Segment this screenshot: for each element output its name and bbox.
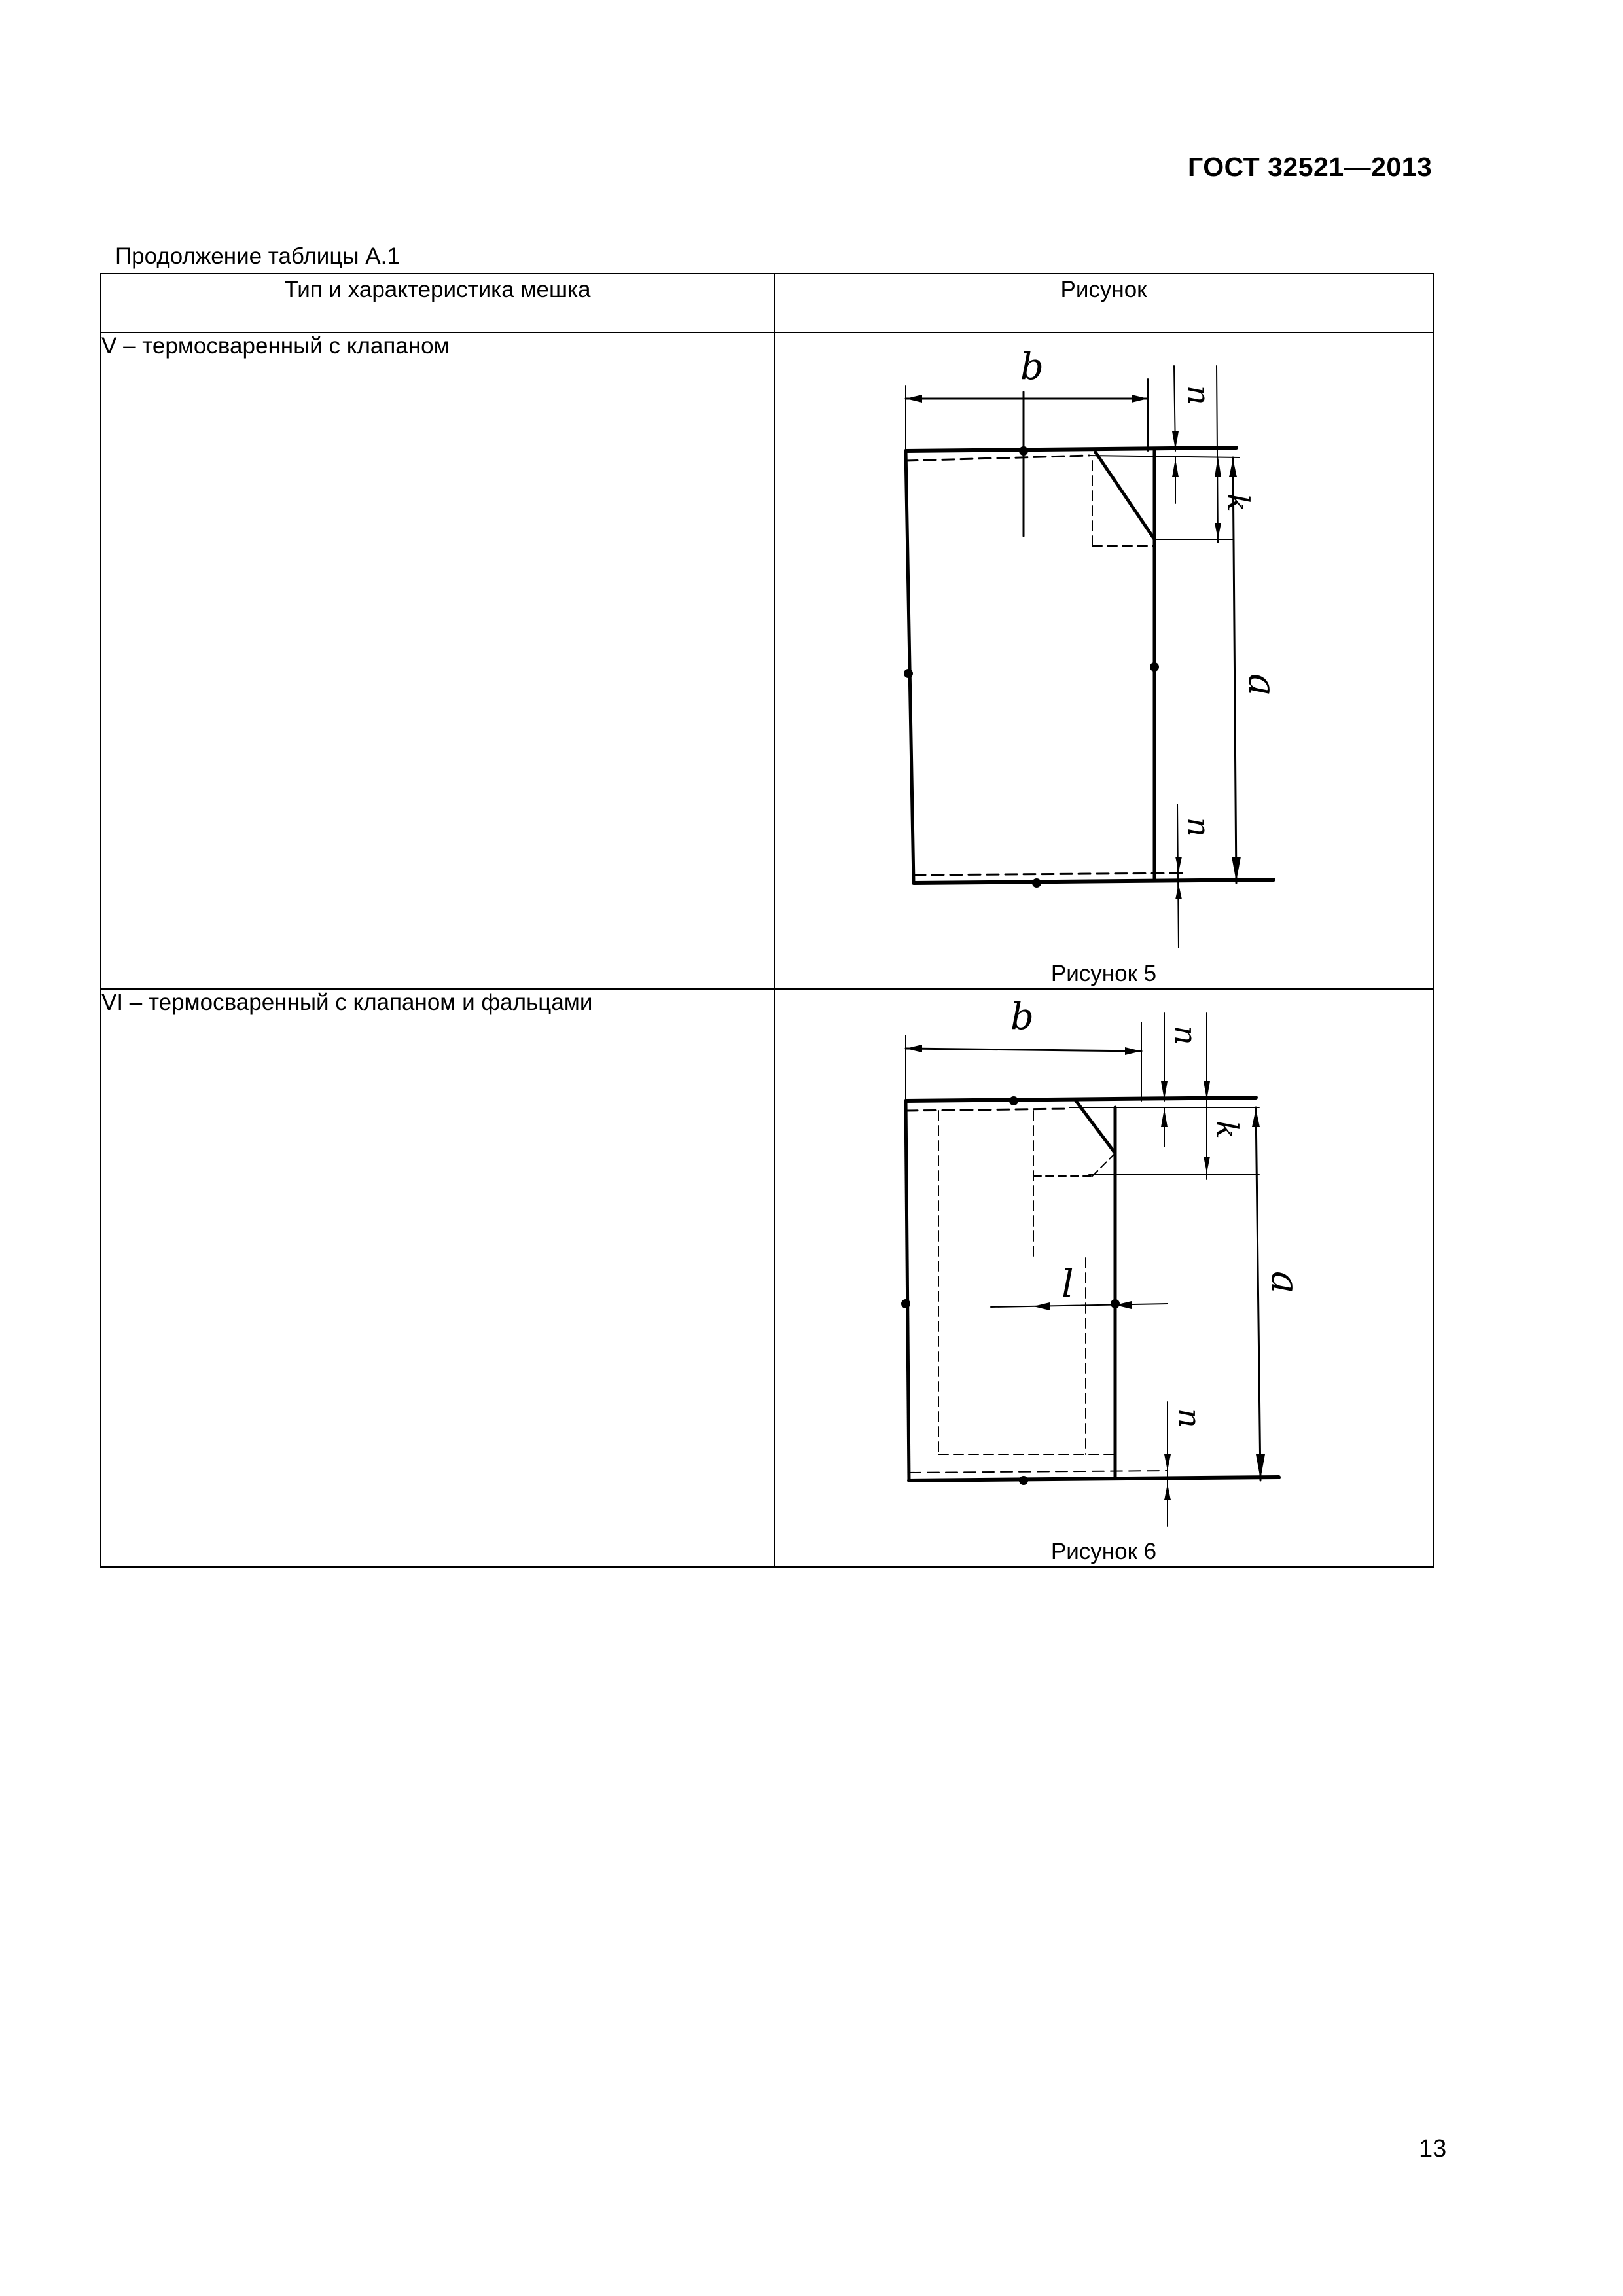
label-a: a bbox=[1263, 1271, 1308, 1294]
column-header-type: Тип и характеристика мешка bbox=[101, 274, 774, 332]
label-n-bottom: n bbox=[1172, 1408, 1207, 1428]
page-number: 13 bbox=[1419, 2135, 1447, 2162]
bag-type-description: VI – термосваренный с клапаном и фальцами bbox=[101, 989, 774, 1567]
label-n-bottom: n bbox=[1181, 817, 1217, 837]
label-b: b bbox=[1010, 996, 1034, 1038]
figure-caption: Рисунок 6 bbox=[1050, 1539, 1157, 1564]
figure-5-drawing bbox=[893, 346, 1325, 948]
label-n-top: n bbox=[1168, 1026, 1204, 1045]
table-row bbox=[101, 332, 1433, 989]
figure-caption: Рисунок 5 bbox=[1050, 961, 1157, 986]
document-standard-title: ГОСТ 32521—2013 bbox=[1188, 152, 1433, 182]
label-k: k bbox=[1221, 493, 1256, 512]
bag-type-description: V – термосваренный с клапаном bbox=[101, 332, 774, 989]
figure-cell bbox=[774, 332, 1433, 989]
label-b: b bbox=[1020, 346, 1044, 388]
label-k: k bbox=[1209, 1121, 1245, 1139]
table-row bbox=[101, 989, 1433, 1567]
label-l: l bbox=[1061, 1262, 1074, 1306]
figure-6-drawing bbox=[893, 996, 1325, 1533]
label-n-top: n bbox=[1181, 386, 1217, 405]
table-caption: Продолжение таблицы А.1 bbox=[115, 243, 400, 269]
label-a: a bbox=[1240, 673, 1285, 696]
figure-cell bbox=[774, 989, 1433, 1567]
column-header-figure: Рисунок bbox=[774, 274, 1433, 332]
table-header-row bbox=[101, 274, 1433, 332]
bag-types-table bbox=[100, 273, 1434, 1568]
